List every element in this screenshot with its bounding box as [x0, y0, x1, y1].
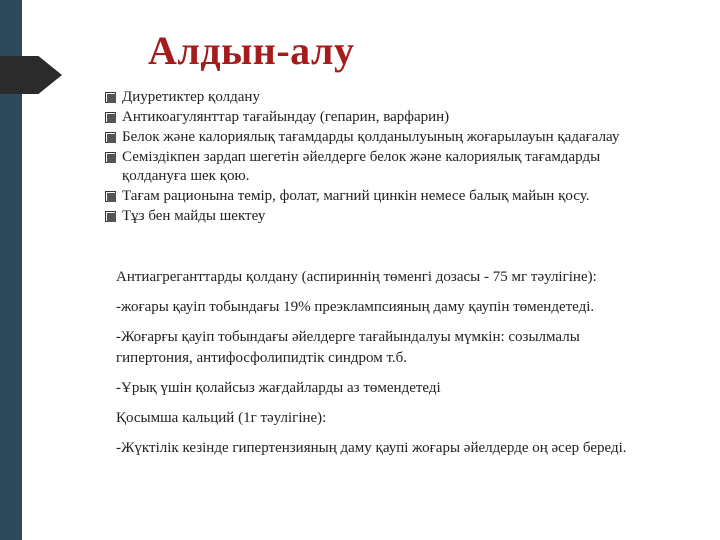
paragraph: -Жүктілік кезінде гипертензияның даму қаупі жоғары әйелдерде оң әсер береді.: [116, 440, 627, 456]
paragraph: Антиагреганттарды қолдану (аспириннің төменгі дозасы - 75 мг тәулігіне):: [116, 269, 597, 285]
list-item: [104, 88, 664, 107]
checkbox-square-icon: [105, 132, 116, 143]
arrow-decoration-icon: [0, 56, 62, 94]
list-item: [104, 128, 664, 147]
bullet-text: Семіздікпен зардап шегетін әйелдерге белок және калориялық тағамдарды қолдануға шек қою.: [122, 149, 601, 184]
list-item: [104, 108, 664, 127]
checkbox-square-icon: [105, 152, 116, 163]
checkbox-square-icon: [105, 211, 116, 222]
list-item: [104, 187, 664, 206]
paragraph: -жоғары қауіп тобындағы 19% преэклампсияның даму қаупін төмендетеді.: [116, 299, 595, 315]
checkbox-square-icon: [105, 112, 116, 123]
list-item: [104, 148, 664, 186]
body-text: [116, 267, 656, 468]
paragraph: Қосымша кальций (1г тәулігіне):: [116, 410, 327, 426]
slide-title: Алдын-алу: [148, 28, 355, 73]
checkbox-square-icon: [105, 191, 116, 202]
list-item: [104, 207, 664, 226]
bullet-text: Антикоагулянттар тағайындау (гепарин, варфарин): [122, 109, 450, 125]
bullet-list: [104, 88, 664, 227]
checkbox-square-icon: [105, 92, 116, 103]
bullet-text: Тағам рационына темір, фолат, магний цинкін немесе балық майын қосу.: [122, 188, 590, 204]
bullet-text: Тұз бен майды шектеу: [122, 208, 266, 224]
bullet-text: Диуретиктер қолдану: [122, 89, 260, 105]
bullet-text: Белок және калориялық тағамдарды қолданылуының жоғарылауын қадағалау: [122, 129, 620, 145]
paragraph: -Жоғарғы қауіп тобындағы әйелдерге тағайындалуы мүмкін: созылмалы гипертония, антифосфолипидтік синдром т.б.: [116, 329, 580, 366]
paragraph: -Ұрық үшін қолайсыз жағдайларды аз төмендетеді: [116, 380, 441, 396]
